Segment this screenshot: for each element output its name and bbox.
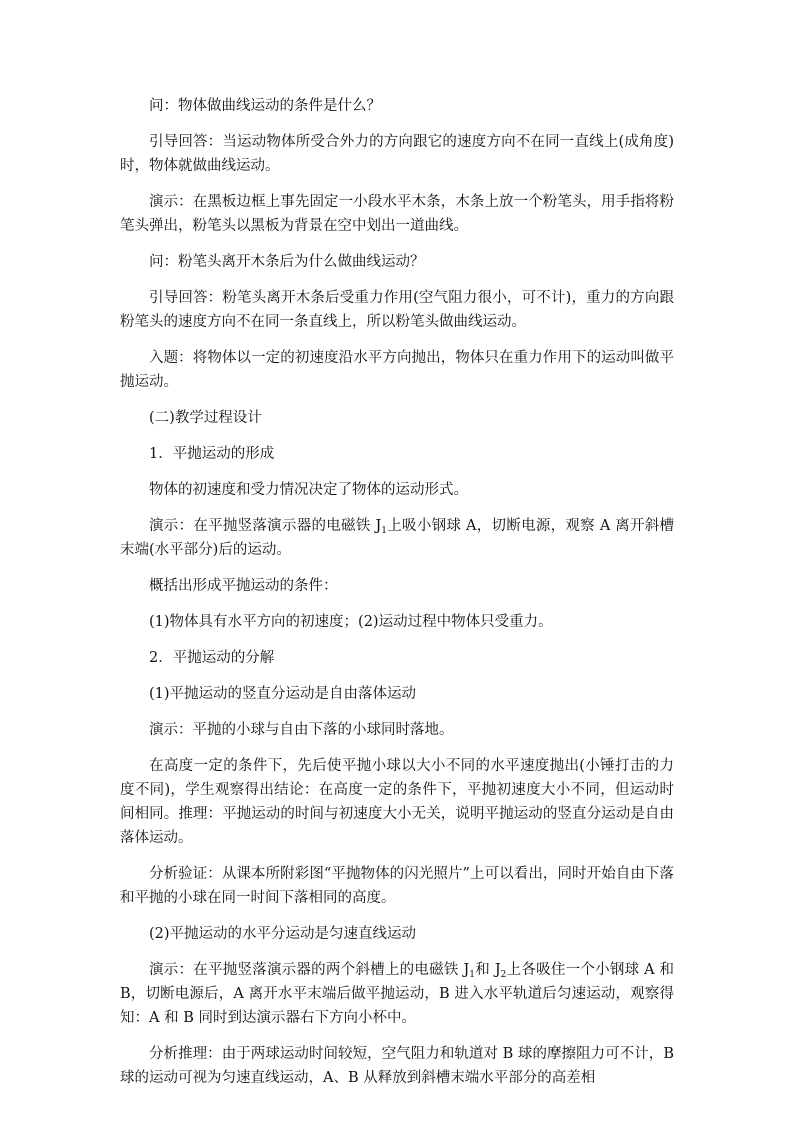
paragraph: 物体的初速度和受力情况决定了物体的运动形式。 [149, 482, 468, 498]
paragraph: 问：粉笔头离开木条后为什么做曲线运动？ [149, 254, 425, 270]
subsection-heading: 1．平抛运动的形成 [149, 446, 275, 462]
paragraph: (1)平抛运动的竖直分运动是自由落体运动 [149, 686, 417, 702]
section-heading: (二)教学过程设计 [149, 410, 262, 426]
subscript: 2 [500, 970, 507, 980]
paragraph: 入题：将物体以一定的初速度沿水平方向抛出，物体只在重力作用下的运动叫做平抛运动。 [120, 350, 674, 390]
paragraph: (1)物体具有水平方向的初速度；(2)运动过程中物体只受重力。 [149, 614, 553, 630]
document-body [120, 94, 674, 1102]
paragraph: 分析推理：由于两球运动时间较短，空气阻力和轨道对 B 球的摩擦阻力可不计，B 球的运动可视为匀速直线运动，A、B 从释放到斜槽末端水平部分的高差相 [120, 1046, 674, 1086]
text-run: 上吸小钢球 A，切断电源，观察 A 离开斜槽末端(水平部分)后的运动。 [120, 518, 674, 558]
subscript: 1 [469, 970, 475, 980]
paragraph [120, 958, 674, 1030]
subsection-heading: 2．平抛运动的分解 [149, 650, 275, 666]
paragraph: 演示：平抛的小球与自由下落的小球同时落地。 [149, 722, 454, 738]
paragraph [120, 514, 674, 562]
paragraph: 在高度一定的条件下，先后使平抛小球以大小不同的水平速度抛出(小锤打击的力度不同)，学生观察得出结论：在高度一定的条件下，平抛初速度大小不同，但运动时间相同。推理：平抛运动的时间与初速度大小无关，说明平抛运动的竖直分运动是自由落体运动。 [120, 758, 674, 846]
paragraph: 分析验证：从课本所附彩图“平抛物体的闪光照片”上可以看出，同时开始自由下落和平抛的小球在同一时间下落相同的高度。 [120, 866, 674, 906]
text-run: 和 J [475, 962, 501, 978]
paragraph: 引导回答：当运动物体所受合外力的方向跟它的速度方向不在同一直线上(成角度)时，物体就做曲线运动。 [120, 134, 674, 174]
paragraph: 引导回答：粉笔头离开木条后受重力作用(空气阻力很小，可不计)，重力的方向跟粉笔头的速度方向不在同一条直线上，所以粉笔头做曲线运动。 [120, 290, 674, 330]
text-run: 演示：在平抛竖落演示器的电磁铁 J [149, 518, 382, 534]
text-run: 上各吸住一个小钢球 A 和 B，切断电源后，A 离开水平末端后做平抛运动，B 进入水平轨道后匀速运动，观察得知：A 和 B 同时到达演示器右下方向小杯中。 [120, 962, 674, 1026]
text-run: 演示：在平抛竖落演示器的两个斜槽上的电磁铁 J [149, 962, 470, 978]
paragraph: 演示：在黑板边框上事先固定一小段水平木条，木条上放一个粉笔头，用手指将粉笔头弹出，粉笔头以黑板为背景在空中划出一道曲线。 [120, 194, 674, 234]
paragraph: 概括出形成平抛运动的条件： [149, 578, 338, 594]
paragraph: 问：物体做曲线运动的条件是什么？ [149, 98, 381, 114]
subscript: 1 [381, 526, 388, 536]
paragraph: (2)平抛运动的水平分运动是匀速直线运动 [149, 926, 417, 942]
